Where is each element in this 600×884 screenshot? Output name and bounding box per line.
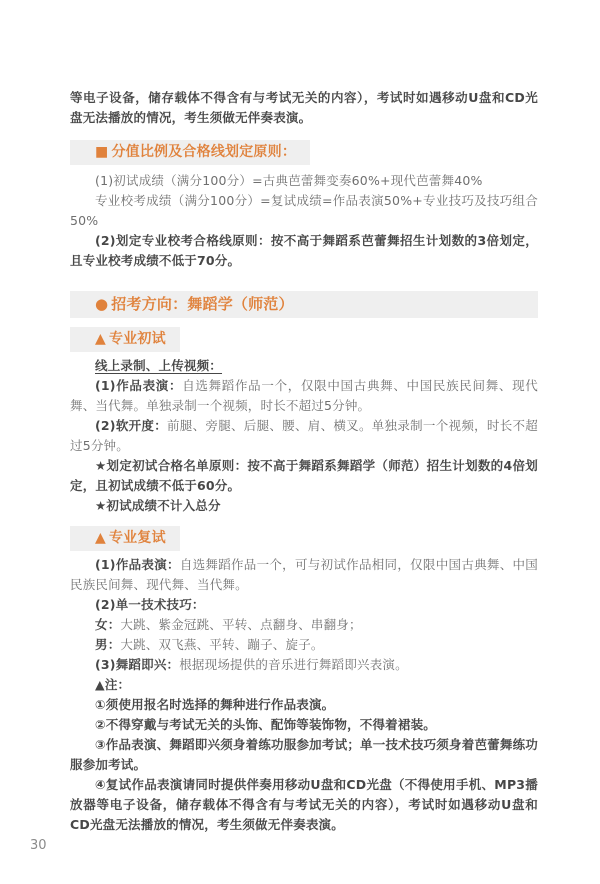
item-text: 大跳、双飞燕、平转、蹦子、旋子。	[120, 637, 324, 652]
retest-note-2: ②不得穿戴与考试无关的头饰、配饰等装饰物，不得着裙装。	[95, 717, 436, 732]
item-text: 自选舞蹈作品一个，可与初试作品相同，仅限中国古典舞、中国民族民间舞、现代舞、当代舞。	[70, 557, 538, 592]
score-rule-school-exam: 专业校考成绩（满分100分）=复试成绩=作品表演50%+专业技巧及技巧组合50%	[70, 193, 538, 228]
item-label: (1)作品表演：	[95, 557, 180, 572]
score-rule-initial: (1)初试成绩（满分100分）=古典芭蕾舞变奏60%+现代芭蕾舞40%	[95, 173, 483, 188]
item-label: (1)作品表演：	[95, 378, 183, 393]
retest-note-4: ④复试作品表演请同时提供伴奏用移动U盘和CD光盘（不得使用手机、MP3播放器等电子设备，储存载体不得含有与考试无关的内容），考试时如遇移动U盘和CD光盘无法播放的情况，考生须做无伴奏表演。	[70, 777, 538, 832]
retest-item-performance	[70, 555, 538, 595]
continuation-note: 等电子设备，储存载体不得含有与考试无关的内容），考试时如遇移动U盘和CD光盘无法播放的情况，考生须做无伴奏表演。	[70, 90, 538, 125]
item-text: 自选舞蹈作品一个，仅限中国古典舞、中国民族民间舞、现代舞、当代舞。单独录制一个视频，时长不超过5分钟。	[70, 378, 538, 413]
section-header-preliminary	[70, 327, 180, 352]
triangle-bullet-icon: ▲	[95, 331, 106, 347]
retest-note-1: ①须使用报名时选择的舞种进行作品表演。	[95, 697, 335, 712]
item-label: 男：	[95, 637, 121, 652]
retest-note-3: ③作品表演、舞蹈即兴须身着练功服参加考试；单一技术技巧须身着芭蕾舞练功服参加考试。	[70, 737, 538, 772]
section-header-retest	[70, 526, 180, 551]
retest-title: 专业复试	[108, 530, 166, 546]
retest-notes-header: ▲注：	[95, 677, 131, 692]
item-label: 女：	[95, 617, 121, 632]
retest-item-improvisation	[70, 655, 538, 675]
retest-item-technique	[70, 595, 538, 615]
section-header-direction	[70, 291, 538, 318]
page-content	[70, 88, 538, 835]
preliminary-subtitle: 线上录制、上传视频：	[95, 358, 223, 373]
preliminary-star-note-score: ★初试成绩不计入总分	[95, 498, 221, 513]
item-label: (2)单一技术技巧：	[95, 597, 205, 612]
preliminary-star-note-passline: ★划定初试合格名单原则：按不高于舞蹈系舞蹈学（师范）招生计划数的4倍划定，且初试成绩不低于60分。	[70, 458, 538, 493]
score-rules-title: 分值比例及合格线划定原则：	[111, 144, 297, 160]
item-text: 前腿、旁腿、后腿、腰、肩、横叉。单独录制一个视频，时长不超过5分钟。	[70, 418, 538, 453]
square-bullet-icon: ■	[95, 144, 109, 160]
preliminary-item-performance	[70, 376, 538, 416]
retest-item-female	[70, 615, 538, 635]
item-label: (2)软开度：	[95, 418, 168, 433]
retest-item-male	[70, 635, 538, 655]
section-header-score-rules	[70, 140, 310, 165]
item-text: 根据现场提供的音乐进行舞蹈即兴表演。	[179, 657, 408, 672]
triangle-bullet-icon: ▲	[95, 530, 106, 546]
score-rule-passline: (2)划定专业校考合格线原则：按不高于舞蹈系芭蕾舞招生计划数的3倍划定，且专业校考成绩不低于70分。	[70, 233, 538, 268]
page-number: 30	[30, 838, 47, 853]
preliminary-item-flexibility	[70, 416, 538, 456]
circle-bullet-icon: ●	[95, 295, 109, 313]
direction-title: 招考方向：舞蹈学（师范）	[111, 295, 294, 313]
preliminary-title: 专业初试	[108, 331, 166, 347]
item-text: 大跳、紫金冠跳、平转、点翻身、串翻身；	[120, 617, 362, 632]
item-label: (3)舞蹈即兴：	[95, 657, 180, 672]
